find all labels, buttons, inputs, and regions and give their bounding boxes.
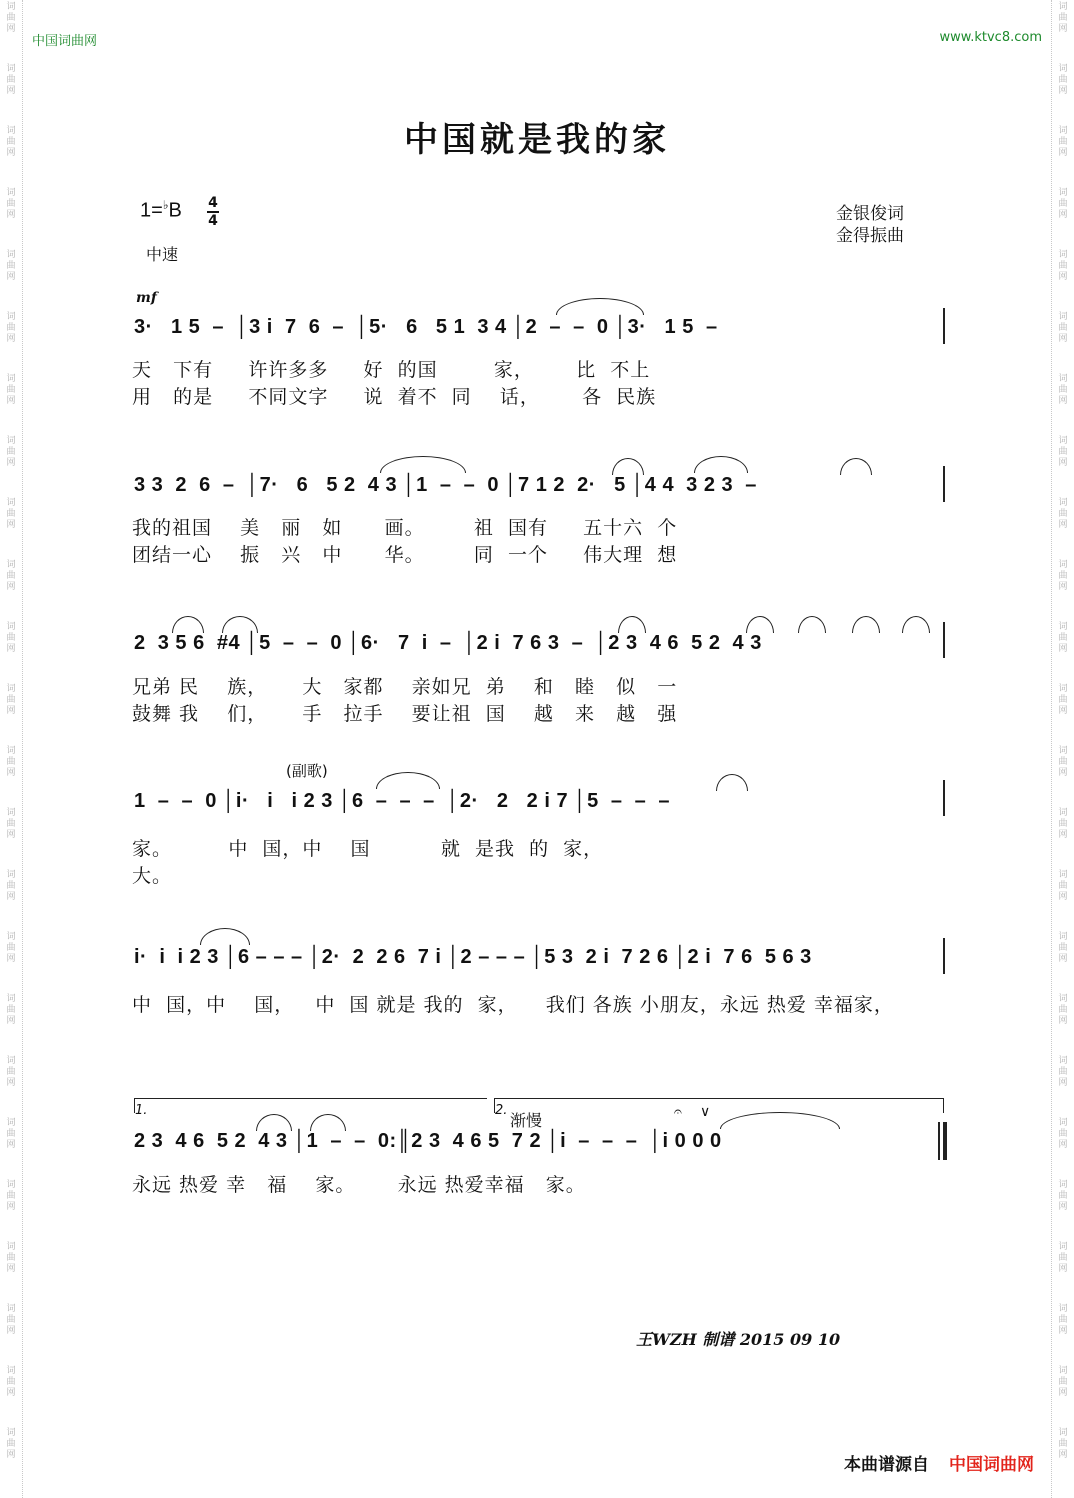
site-name[interactable]: 中国词曲网: [32, 34, 98, 49]
key-note: B: [168, 199, 182, 222]
watermark-glyphs: 词 曲 网: [6, 436, 16, 468]
watermark-glyphs: 词 曲 网: [6, 932, 16, 964]
slur: [840, 458, 872, 475]
watermark-glyphs: 词 曲 网: [6, 622, 16, 654]
slur: [852, 616, 880, 633]
lyric-verse-1: 永远 热爱 幸 福 家。 永远 热爱幸福 家。: [132, 1174, 586, 1196]
watermark-glyphs: 词 曲 网: [1058, 1366, 1068, 1398]
watermark-glyphs: 词 曲 网: [6, 1242, 16, 1274]
watermark-glyphs: 词 曲 网: [1058, 64, 1068, 96]
notation-line: i· i i 2 3 │6 – – – │2· 2 2 6 7 i │2 – – – │5 3 2 i 7 2 6 │2 i 7 6 5 6 3: [134, 946, 812, 968]
watermark-glyphs: 词 曲 网: [1058, 622, 1068, 654]
watermark-glyphs: 词 曲 网: [1058, 1304, 1068, 1336]
slur: [556, 298, 644, 315]
breath-mark-icon: ∨: [700, 1104, 711, 1120]
watermark-glyphs: 词 曲 网: [6, 1428, 16, 1460]
second-ending-bracket: [494, 1098, 944, 1118]
watermark-glyphs: 词 曲 网: [1058, 746, 1068, 778]
watermark-glyphs: 词 曲 网: [1058, 994, 1068, 1026]
time-signature: [207, 196, 219, 228]
watermark-glyphs: 词 曲 网: [6, 746, 16, 778]
slur: [720, 1112, 840, 1129]
watermark-glyphs: 词 曲 网: [6, 870, 16, 902]
watermark-glyphs: 词 曲 网: [1058, 1180, 1068, 1212]
lyric-verse-2: 用 的是 不同文字 说 着不 同 话， 各 民族: [132, 386, 657, 408]
watermark-glyphs: 词 曲 网: [6, 2, 16, 34]
slur: [380, 456, 466, 473]
slur: [310, 1114, 346, 1131]
notation-line: 2 3 5 6 #4 │5 – – 0 │6· 7 i – │2 i 7 6 3 – │2 3 4 6 5 2 4 3: [134, 632, 762, 654]
watermark-glyphs: 词 曲 网: [6, 64, 16, 96]
watermark-glyphs: 词 曲 网: [1058, 188, 1068, 220]
notation-line: 2 3 4 6 5 2 4 3 │1 – – 0:║2 3 4 6 5 7 2 │i – – – │i 0 0 0: [134, 1130, 722, 1152]
lyric-verse-1: 家。 中 国，中 国 就 是我 的 家，: [132, 838, 604, 860]
barline: [943, 308, 945, 344]
lyric-verse-1: 中 国，中 国， 中 国 就是 我的 家， 我们 各族 小朋友，永远 热爱 幸福家，: [132, 994, 894, 1016]
slur: [200, 928, 250, 945]
composer: 金得振曲: [836, 226, 904, 246]
watermark-glyphs: 词 曲 网: [6, 312, 16, 344]
watermark-glyphs: 词 曲 网: [6, 1366, 16, 1398]
lyric-verse-2: 大。: [132, 865, 173, 887]
final-barline-thin: [938, 1122, 940, 1160]
final-barline-thick: [943, 1122, 947, 1160]
slur: [172, 616, 204, 633]
watermark-glyphs: 词 曲 网: [6, 1180, 16, 1212]
watermark-glyphs: 词 曲 网: [6, 1304, 16, 1336]
watermark-glyphs: 词 曲 网: [6, 126, 16, 158]
song-title: 中国就是我的家: [404, 120, 670, 160]
second-ending-label: 2.: [495, 1103, 508, 1118]
watermark-glyphs: 词 曲 网: [1058, 436, 1068, 468]
watermark-glyphs: 词 曲 网: [6, 994, 16, 1026]
watermark-glyphs: 词 曲 网: [1058, 808, 1068, 840]
watermark-glyphs: 词 曲 网: [6, 1118, 16, 1150]
slur: [222, 616, 258, 633]
first-ending-label: 1.: [135, 1103, 148, 1118]
notation-line: 1 – – 0 │i· i i 2 3 │6 – – – │2· 2 2 i 7 │5 – – –: [134, 790, 670, 812]
first-ending-bracket: [134, 1098, 487, 1118]
slur: [902, 616, 930, 633]
watermark-glyphs: 词 曲 网: [6, 684, 16, 716]
barline: [943, 780, 945, 816]
fermata-icon: 𝄐: [674, 1104, 682, 1120]
barline: [943, 622, 945, 658]
lyric-verse-1: 天 下有 许许多多 好 的国 家， 比 不上: [132, 359, 651, 381]
watermark-glyphs: 词 曲 网: [1058, 932, 1068, 964]
lyric-verse-1: 兄弟 民 族， 大 家都 亲如兄 弟 和 睦 似 一: [132, 676, 678, 698]
barline: [943, 466, 945, 502]
slur: [256, 1114, 292, 1131]
key-label: 1=: [140, 199, 163, 222]
source-credit: [844, 1450, 1034, 1475]
ritardando-marking: 渐慢: [510, 1111, 543, 1130]
watermark-glyphs: 词 曲 网: [6, 188, 16, 220]
watermark-glyphs: 词 曲 网: [1058, 1428, 1068, 1460]
credits: [836, 203, 904, 247]
watermark-glyphs: 词 曲 网: [1058, 1056, 1068, 1088]
tempo-marking: 中速: [146, 245, 179, 264]
slur: [612, 458, 644, 475]
notation-line: 3· 1 5 – │3 i 7 6 – │5· 6 5 1 3 4 │2 – – 0 │3· 1 5 –: [134, 316, 718, 338]
slur: [694, 456, 748, 473]
watermark-column: [0, 0, 22, 1488]
slur: [716, 774, 748, 791]
watermark-glyphs: 词 曲 网: [6, 374, 16, 406]
watermark-glyphs: 词 曲 网: [1058, 870, 1068, 902]
watermark-glyphs: 词 曲 网: [1058, 312, 1068, 344]
left-watermark-strip: [0, 0, 23, 1498]
watermark-glyphs: 词 曲 网: [1058, 2, 1068, 34]
slur: [746, 616, 774, 633]
notation-line: 3 3 2 6 – │7· 6 5 2 4 3 │1 – – 0 │7 1 2 2· 5 │4 4 3 2 3 –: [134, 474, 757, 496]
source-brand-link[interactable]: 中国词曲网: [949, 1455, 1034, 1475]
watermark-glyphs: 词 曲 网: [1058, 1242, 1068, 1274]
lyric-verse-1: 我的祖国 美 丽 如 画。 祖 国有 五十六 个: [132, 517, 678, 539]
key-signature: [140, 198, 182, 223]
watermark-glyphs: 词 曲 网: [1058, 126, 1068, 158]
lyricist: 金银俊词: [836, 204, 904, 224]
watermark-glyphs: 词 曲 网: [6, 808, 16, 840]
chorus-label: (副歌): [286, 762, 328, 780]
meter-top: 4: [208, 195, 218, 211]
slur: [618, 616, 646, 633]
arranger-signature: 王WZH 制谱 2015 09 10: [636, 1330, 841, 1349]
site-url-link[interactable]: www.ktvc8.com: [939, 30, 1042, 45]
watermark-glyphs: 词 曲 网: [6, 250, 16, 282]
source-label: 本曲谱源自: [844, 1455, 929, 1475]
watermark-glyphs: 词 曲 网: [6, 560, 16, 592]
slur: [376, 772, 440, 789]
watermark-glyphs: 词 曲 网: [1058, 374, 1068, 406]
lyric-verse-2: 鼓舞 我 们， 手 拉手 要让祖 国 越 来 越 强: [132, 703, 678, 725]
meter-bottom: 4: [208, 213, 218, 229]
dynamic-marking: mf: [136, 290, 157, 306]
watermark-glyphs: 词 曲 网: [1058, 560, 1068, 592]
flat-sign: ♭: [162, 198, 169, 212]
lyric-verse-2: 团结一心 振 兴 中 华。 同 一个 伟大理 想: [132, 544, 678, 566]
slur: [798, 616, 826, 633]
watermark-glyphs: 词 曲 网: [1058, 1118, 1068, 1150]
barline: [943, 938, 945, 974]
watermark-glyphs: 词 曲 网: [1058, 250, 1068, 282]
right-watermark-strip: [1051, 0, 1074, 1498]
watermark-glyphs: 词 曲 网: [1058, 684, 1068, 716]
watermark-glyphs: 词 曲 网: [1058, 498, 1068, 530]
watermark-glyphs: 词 曲 网: [6, 498, 16, 530]
watermark-glyphs: 词 曲 网: [6, 1056, 16, 1088]
watermark-column: [1052, 0, 1074, 1488]
